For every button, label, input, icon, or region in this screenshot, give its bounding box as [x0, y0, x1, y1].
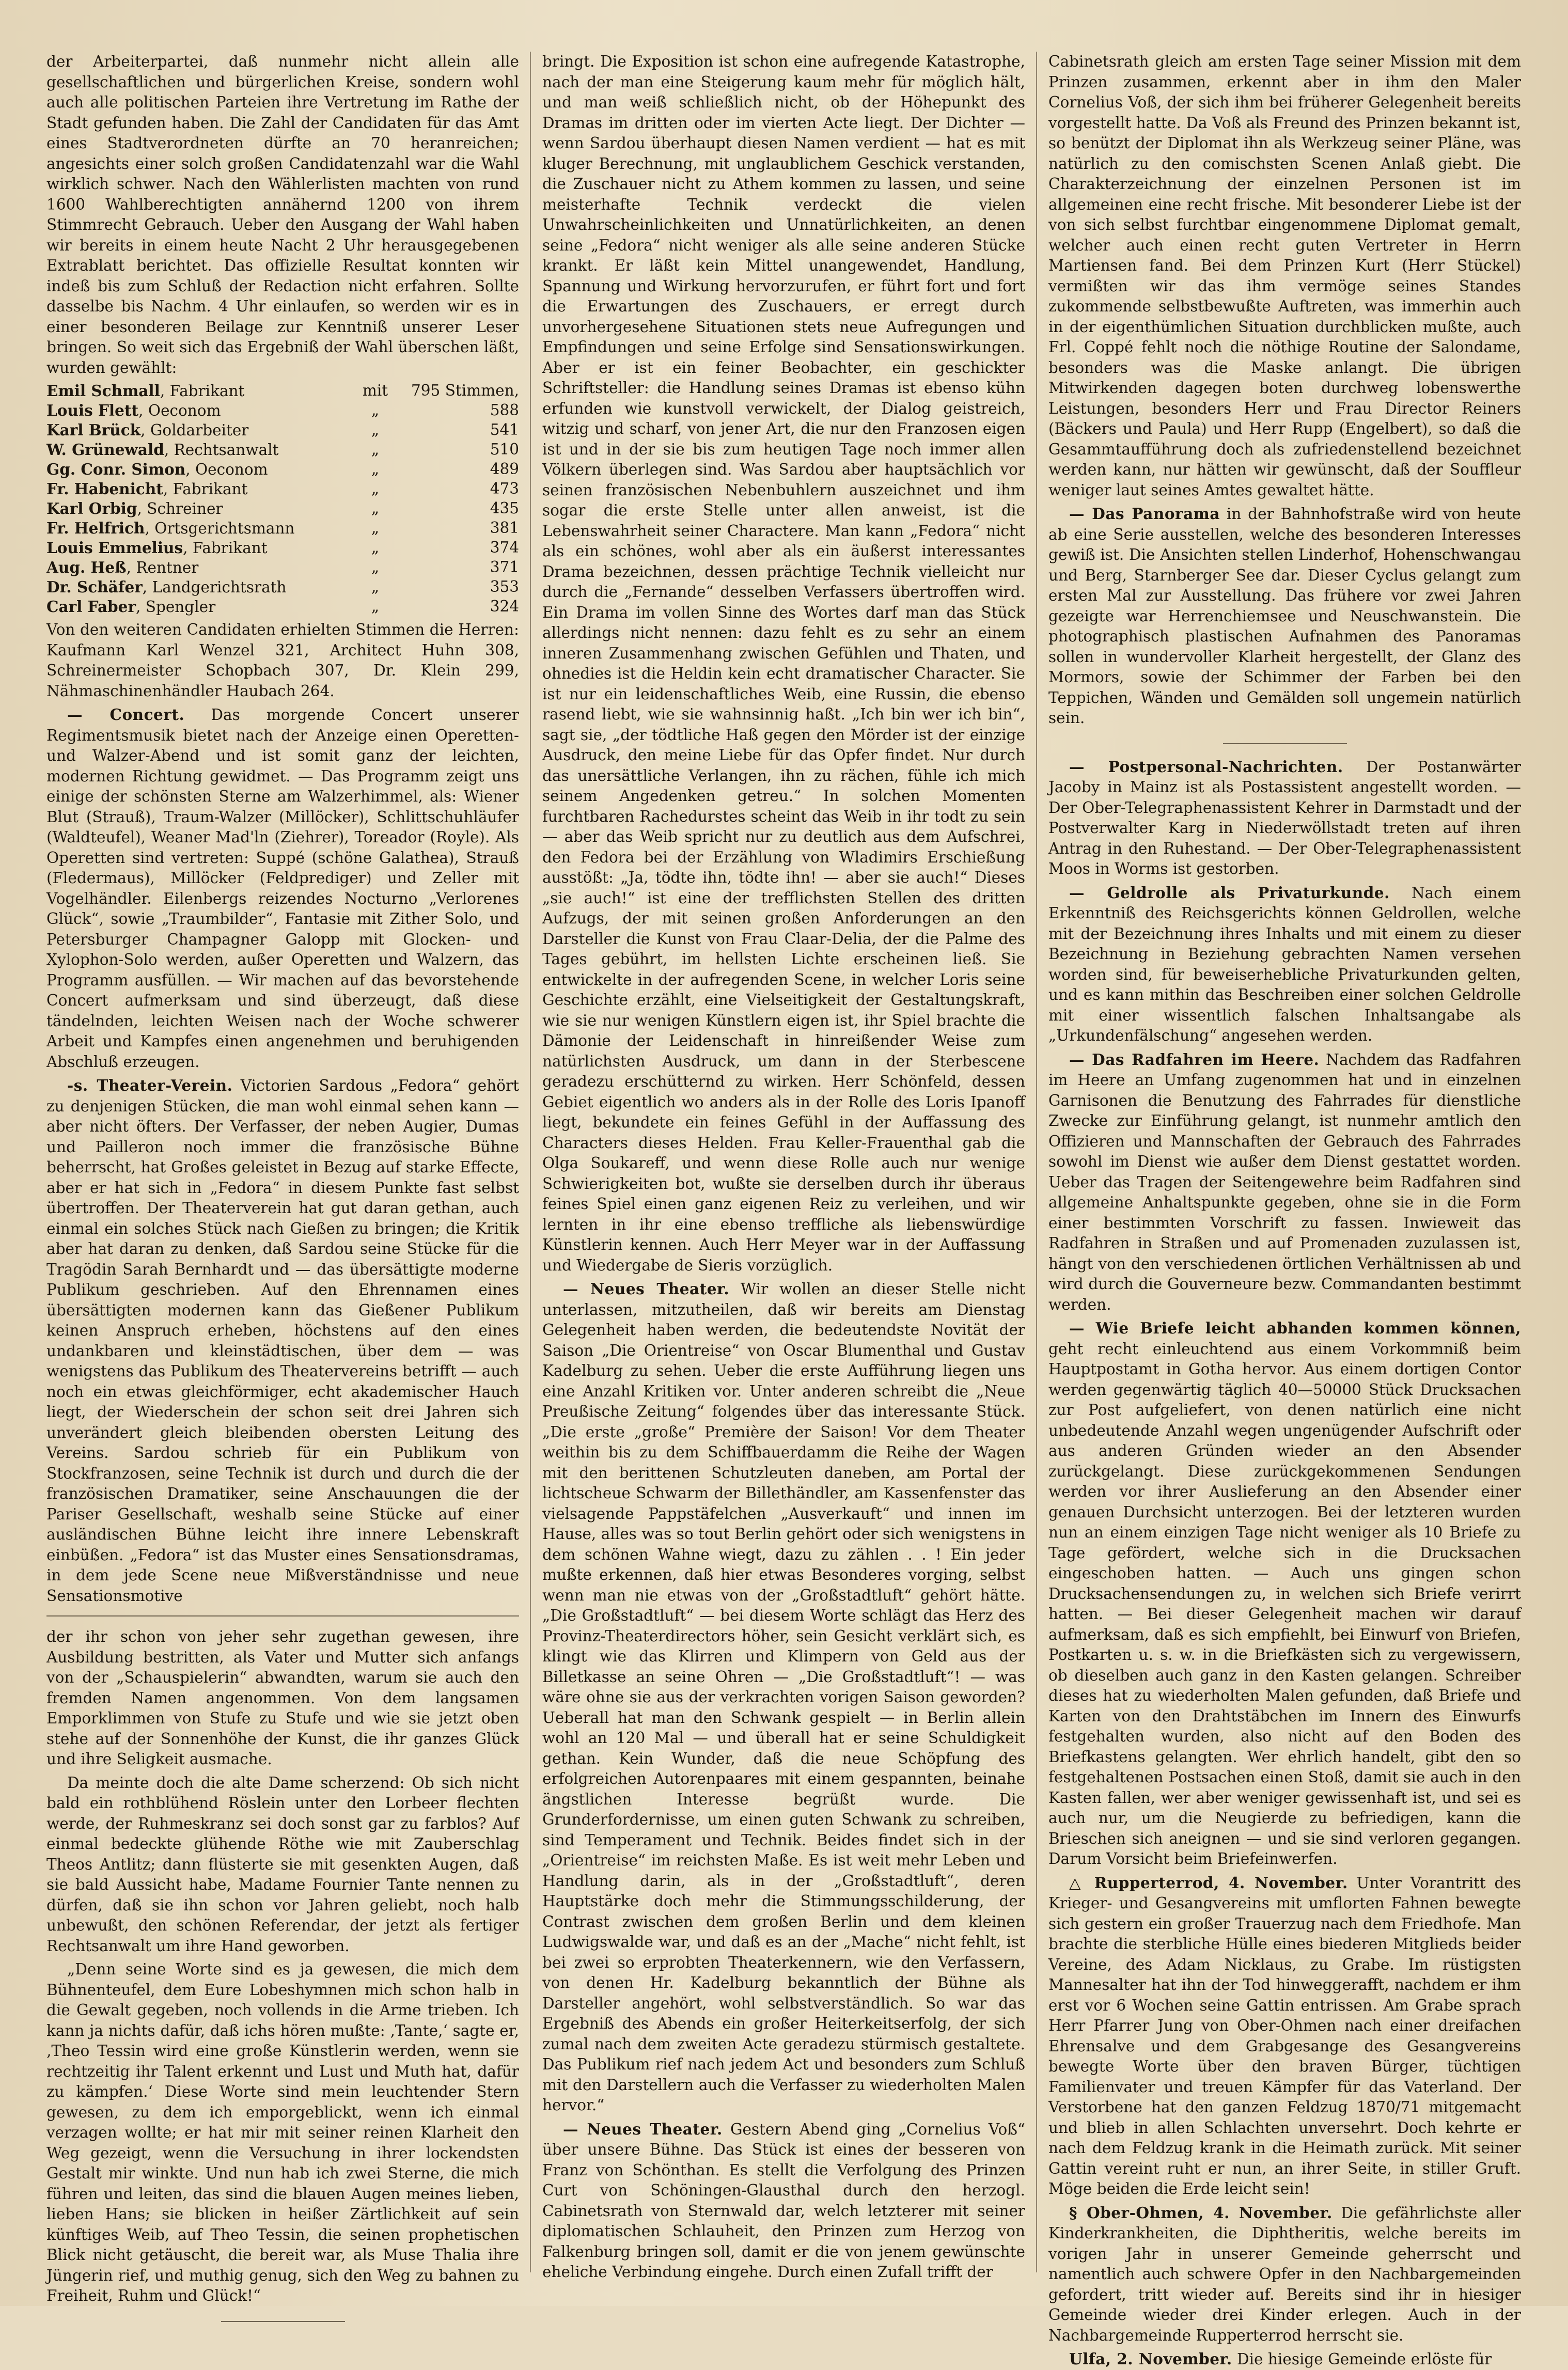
vote-count — [396, 538, 519, 558]
vote-count-number: 510 — [490, 441, 519, 458]
vote-candidate — [46, 420, 355, 440]
concert-heading: — Concert. — [67, 705, 185, 724]
vote-candidate-occupation: , Schreiner — [137, 500, 223, 517]
feuilleton-paragraph: Da meinte doch die alte Dame scherzend: Ob sich nicht bald ein rothblühend Röslein unter den Lorbeer flechten werde, der Ruhmeskranz sei doch sonst gar zu farblos? Auf einmal bedeckte glühende Röthe wie mit Zauberschlag Theos Antlitz; dann flüsterte sie mit gesenkten Augen, daß sie bald Aussicht habe, Madame Fournier Tante nennen zu dürfen, daß sie ihn schon vor Jahren geliebt, noch halb unbewußt, den schönen Referendar, der jetzt als fertiger Rechtsanwalt um ihre Hand geworben. — [46, 1773, 519, 1955]
ober-ohmen-heading: § Ober-Ohmen, 4. November. — [1069, 2203, 1332, 2222]
vote-count — [396, 577, 519, 597]
vote-candidate-name: Louis Flett — [46, 401, 139, 419]
vote-count-number: 435 — [490, 499, 519, 517]
vote-count — [396, 519, 519, 538]
vote-count-number: 489 — [490, 460, 519, 478]
vote-candidate-name: Louis Emmelius — [46, 539, 183, 557]
vote-candidate-occupation: , Rentner — [126, 559, 199, 576]
vote-count-number: 795 — [411, 382, 441, 399]
vote-mark: „ — [371, 480, 380, 497]
rupperterrod-article — [1048, 1873, 1521, 2200]
vote-count — [396, 440, 519, 460]
neues-theater-heading-2: — Neues Theater. — [563, 2120, 723, 2138]
ulfa-article — [1048, 2349, 1521, 2370]
panorama-text: in der Bahnhofstraße wird von heute ab eine Serie ausstellen, welche des besonderen Interesses gewiß ist. Die Ansichten stellen Linderhof, Hohenschwangau und Berg, Starnberger See dar. Dieser Cyclus gelangt zum ersten Mal zur Ausstellung. Das frühere vor zwei Jahren gezeigte war Herrenchiemsee und Neuschwanstein. Die photographisch plastischen Aufnahmen des Panoramas sollen in wundervoller Klarheit hergestellt, der Glanz des Mormors, sowie der Schimmer der Farben bei den Teppichen, Wänden und Gemälden soll ungemein natürlich sein. — [1048, 505, 1521, 727]
vote-candidate-occupation: , Oeconom — [185, 461, 268, 478]
vote-candidate-name: Emil Schmall — [46, 382, 160, 400]
briefe-heading: — Wie Briefe leicht abhanden kommen können, — [1069, 1319, 1521, 1337]
vote-candidate — [46, 499, 355, 519]
radfahren-article — [1048, 1049, 1521, 1315]
column-rule — [530, 52, 531, 2272]
ober-ohmen-text: Die gefährlichste aller Kinderkrankheiten, die Diphtheritis, welche bereits im vorigen Jahr in unserer Gemeinde geherrscht und namentlich auch schwere Opfer in den Nachbargemeinden gefordert, tritt wieder auf. Bereits sind ihr in hiesiger Gemeinde wieder drei Kinder erlegen. Auch in der Nachbargemeinde Rupperterrod herrscht sie. — [1048, 2204, 1521, 2344]
vote-row — [46, 479, 519, 499]
vote-row — [46, 558, 519, 577]
vote-count-number: 541 — [490, 421, 519, 438]
vote-candidate-occupation: , Oeconom — [138, 402, 221, 419]
vote-candidate — [46, 381, 355, 401]
vote-candidate-occupation: , Fabrikant — [183, 539, 268, 557]
vote-candidate-name: Fr. Habenicht — [46, 480, 163, 498]
vote-count-number: 324 — [490, 598, 519, 615]
election-report: der Arbeiterpartei, daß nunmehr nicht allein alle gesellschaftlichen und bürgerlichen Kreise, sondern wohl auch alle politischen Parteien ihre Vertretung im Rathe der Stadt gefunden haben. Die Zahl der Candidaten für das Amt eines Stadtverordneten dürfte an 70 heranreichen; angesichts einer solch großen Candidatenzahl war die Wahl wirklich schwer. Nach den Wählerlisten machten von rund 1600 Wahlberechtigten annähernd 1200 von ihrem Stimmrecht Gebrauch. Ueber den Ausgang der Wahl haben wir bereits in einem heute Nacht 2 Uhr herausgegebenen Extrablatt berichtet. Das offizielle Resultat konnten wir indeß bis zum Schluß der Redaction nicht erfahren. Sollte dasselbe bis Nachm. 4 Uhr einlaufen, so werden wir es in einer besonderen Beilage zur Kenntniß unserer Leser bringen. So weit sich das Ergebniß der Wahl überschen läßt, wurden gewählt: — [46, 53, 519, 376]
vote-candidate — [46, 538, 355, 558]
vote-candidate — [46, 519, 355, 538]
vote-row — [46, 401, 519, 420]
vote-candidate-name: Gg. Conr. Simon — [46, 460, 186, 478]
vote-mark: mit — [362, 382, 388, 399]
vote-candidate — [46, 558, 355, 577]
vote-count — [396, 479, 519, 499]
vote-count-suffix: Stimmen, — [445, 382, 519, 399]
geldrolle-article — [1048, 883, 1521, 1046]
vote-candidate-name: Fr. Helfrich — [46, 519, 145, 537]
vote-candidate-name: Karl Orbig — [46, 499, 137, 517]
geldrolle-heading: — Geldrolle als Privaturkunde. — [1069, 883, 1390, 902]
vote-candidate-occupation: , Goldarbeiter — [140, 421, 249, 439]
feuilleton-separator — [46, 1615, 519, 1616]
neues-theater-text: Wir wollen an dieser Stelle nicht unterlassen, mitzutheilen, daß wir bereits am Dienstag Gelegenheit haben werden, die bedeutendste Novität der Saison „Die Orientreise“ von Oscar Blumenthal und Gustav Kadelburg zu sehen. Ueber die erste Aufführung liegen uns eine Anzahl Kritiken vor. Unter anderen schreibt die „Neue Preußische Zeitung“ folgendes über das interessante Stück. „Die erste „große“ Première der Saison! Vor dem Theater weithin bis zu dem Schiffbauerdamm die Reihe der Wagen mit den berittenen Schutzleuten daneben, am Portal der lichtscheue Schwarm der Billethändler, am Kassenfenster das vielsagende Pappstäfelchen „Ausverkauft“ und innen im Hause, alles was so tout Berlin gehört oder sich wenigstens in dem schönen Wahne wiegt, dazu zu zählen . . ! Ein jeder mußte erkennen, daß hier etwas Besonderes vorging, selbst wenn man nie etwas von der „Großstadtluft“ gehört hätte. „Die Großstadtluft“ — bei diesem Worte schlägt das Herz des Provinz-Theaterdirectors höher, sein Gesicht verklärt sich, es klingt wie das Klirren und Klimpern von Geld aus der Billetkasse an seine Ohren — „Die Großstadtluft“! — was wäre ohne sie aus der verkrachten vorigen Saison geworden? Ueberall hat man den Schwank gespielt — in Berlin allein wohl an 120 Mal — und überall hat er seine Schuldigkeit gethan. Kein Wunder, daß die neue Schöpfung des erfolgreichen Autorenpaares mit einem gespannten, beinahe ängstlichen Interesse begrüßt wurde. Die Grunderfordernisse, um einen guten Schwank zu schreiben, sind Temperament und Technik. Beides findet sich in der „Orientreise“ im reichsten Maße. Es ist weit mehr Leben und Handlung darin, als in der „Großstadtluft“, deren Hauptstärke doch mehr die Stimmungsschilderung, der Contrast zwischen dem großen Berlin und dem kleinen Ludwigswalde war, und daß es an der „Mache“ nicht fehlt, ist bei zwei so erprobten Theaterkennern, wie den Verfassern, von denen Hr. Kadelburg bekanntlich der Bühne als Darsteller angehört, wohl selbstverständlich. So war das Ergebniß des Abends ein großer Heiterkeitserfolg, der sich zumal nach dem zweiten Acte geradezu stürmisch gestaltete. Das Publikum rief nach jedem Act und besonders zum Schluß mit den Darstellern auch die Verfasser zu wiederholten Malen hervor.“ — [542, 1280, 1025, 2114]
concert-article — [46, 704, 519, 1072]
postpersonal-heading: — Postpersonal-Nachrichten. — [1069, 757, 1343, 776]
vote-mark: „ — [371, 401, 380, 419]
panorama-heading: — Das Panorama — [1069, 505, 1220, 523]
vote-count — [396, 460, 519, 479]
vote-candidate — [46, 440, 355, 460]
vote-candidate — [46, 597, 355, 617]
end-rule — [221, 2321, 345, 2322]
vote-candidate-occupation: , Fabrikant — [163, 480, 248, 498]
vote-row — [46, 460, 519, 479]
vote-candidate — [46, 401, 355, 420]
vote-count — [396, 499, 519, 519]
section-rule — [1223, 743, 1347, 744]
vote-count-number: 588 — [490, 401, 519, 419]
rupperterrod-heading: △ Rupperterrod, 4. November. — [1069, 1873, 1348, 1892]
vote-count — [396, 381, 519, 401]
radfahren-text: Nachdem das Radfahren im Heere an Umfang zugenommen hat und in einzelnen Garnisonen die Benutzung des Fahrrades für dienstliche Zwecke zur Einführung gelangt, ist nunmehr amtlich den Offizieren und Mannschaften der Gebrauch des Fahrrades sowohl im Dienst wie außer dem Dienst gestattet worden. Ueber das Tragen der Seitengewehre beim Radfahren sind allgemeine Anhaltspunkte gegeben, ohne sie in die Form einer bestimmten Vorschrift zu fassen. Inwieweit das Radfahren in Straßen und auf Promenaden zuzulassen ist, hängt von den verschiedenen örtlichen Verhältnissen ab und wird durch die Gouverneure bezw. Commandanten bestimmt werden. — [1048, 1050, 1521, 1313]
vote-mark: „ — [371, 558, 380, 576]
vote-candidate-occupation: , Spengler — [136, 598, 216, 616]
election-other-candidates: Von den weiteren Candidaten erhielten Stimmen die Herren: Kaufmann Karl Wenzel 321, Architect Huhn 308, Schreinermeister Schopbach 307, Dr. Klein 299, Nähmaschinenhändler Haubach 264. — [46, 621, 519, 700]
vote-candidate — [46, 460, 355, 479]
rupperterrod-text: Unter Vorantritt des Krieger- und Gesangvereins mit umflorten Fahnen bewegte sich gestern ein großer Trauerzug nach dem Friedhofe. Man brachte die sterbliche Hülle eines biederen Mitglieds beider Vereine, des Adam Nicklaus, zu Grabe. Im rüstigsten Mannesalter hat ihn der Tod hinweggerafft, nachdem er ihm erst vor 6 Wochen seine Gattin entrissen. Am Grabe sprach Herr Pfarrer Jung von Ober-Ohmen nach einer dreifachen Ehrensalve und dem Grabgesange des Gesangvereins bewegte Worte über den braven Bürger, tüchtigen Familienvater und treuen Kämpfer für das Vaterland. Der Verstorbene hat den ganzen Feldzug 1870/71 mitgemacht und blieb in allen Schlachten unversehrt. Doch kehrte er nach dem Feldzug krank in die Heimath zurück. Mit seiner Gattin vereint ruht er nun, an ihrer Seite, in stiller Gruft. Möge beiden die Erde leicht sein! — [1048, 1874, 1521, 2198]
vote-candidate-name: Carl Faber — [46, 598, 136, 616]
postpersonal-article — [1048, 757, 1521, 880]
neues-theater-article — [542, 1279, 1025, 2116]
neues-theater-text-2: Gestern Abend ging „Cornelius Voß“ über unsere Bühne. Das Stück ist eines der besseren von Franz von Schönthan. Es stellt die Verfolgung des Prinzen Curt von Schöningen-Glausthal durch den herzogl. Cabinetsrath von Sternwald dar, welch letzterer mit seiner diplomatischen Schlauheit, den Prinzen zum Herzog von Falkenburg bringen soll, damit er die von jenem gewünschte eheliche Verbindung eingehe. Durch einen Zufall trifft der — [542, 2120, 1025, 2281]
vote-row — [46, 597, 519, 617]
vote-candidate-occupation: , Fabrikant — [160, 382, 245, 400]
vote-row — [46, 440, 519, 460]
vote-mark: „ — [371, 519, 380, 537]
vote-candidate — [46, 479, 355, 499]
feuilleton-paragraph: der ihr schon von jeher sehr zugethan gewesen, ihre Ausbildung bestritten, als Vater und Mutter sich anfangs von der „Schauspielerin“ abwandten, warum sie auch den fremden Namen angenommen. Von dem langsamen Emporklimmen von Stufe zu Stufe und wie sie jetzt oben stehe auf der Sonnenhöhe der Kunst, die ihr ganzes Glück und ihre Seligkeit ausmache. — [46, 1628, 519, 1768]
vote-count-number: 353 — [490, 578, 519, 595]
vote-candidate-name: Aug. Heß — [46, 558, 127, 576]
vote-mark: „ — [371, 578, 380, 595]
voss-review-continued: Cabinetsrath gleich am ersten Tage seiner Mission mit dem Prinzen zusammen, erkennt aber in ihm den Maler Cornelius Voß, der sich ihm bei früherer Gelegenheit bereits vorgestellt hatte. Da Voß als Freund des Prinzen bekannt ist, so benützt der Diplomat ihn als Werkzeug seiner Pläne, was natürlich zu den comischsten Scenen Anlaß giebt. Die Charakterzeichnung der einzelnen Personen ist im allgemeinen eine recht frische. Mit besonderer Liebe ist der von sich selbst furchtbar eingenommene Diplomat gemalt, welcher auch einen recht guten Vertreter in Herrn Martiensen fand. Bei dem Prinzen Kurt (Herr Stückel) vermißten wir das ihm vermöge seines Standes zukommende selbstbewußte Auftreten, was immerhin auch in der eigenthümlichen Situation durchblicken mußte, auch Frl. Coppé fehlt noch die nöthige Routine der Salondame, besonders was die Maske anlangt. Die übrigen Mitwirkenden dagegen boten durchweg lobenswerthe Leistungen, besonders Herr und Frau Director Reiners (Bäckers und Paula) und Herr Rupp (Engelbert), so daß die Gesammtaufführung doch als zufriedenstellend bezeichnet werden kann, nur hätten wir gewünscht, daß der Souffleur weniger laut seines Amtes gewaltet hätte. — [1048, 53, 1521, 499]
vote-candidate-occupation: , Rechtsanwalt — [164, 441, 279, 459]
ober-ohmen-article — [1048, 2203, 1521, 2346]
radfahren-heading: — Das Radfahren im Heere. — [1069, 1050, 1320, 1069]
column-rule — [1036, 52, 1037, 2272]
vote-mark: „ — [371, 499, 380, 517]
vote-mark: „ — [371, 441, 380, 458]
theater-verein-text: Victorien Sardous „Fedora“ gehört zu denjenigen Stücken, die man wohl einmal sehen kann — aber nicht öfters. Der Verfasser, der neben Augier, Dumas und Pailleron noch immer die französische Bühne beherrscht, hat Großes geleistet in Bezug auf starke Effecte, aber er hat sich in „Fedora“ in diesem Punkte fast selbst übertroffen. Der Theaterverein hat gut daran gethan, auch einmal ein solches Stück nach Gießen zu bringen; die Kritik aber hat daran zu denken, daß Sardou seine Stücke für die Tragödin Sarah Bernhardt und — das übersättigte moderne Publikum geschrieben. Auf den Ehrennamen eines übersättigten modernen kann das Gießener Publikum keinen Anspruch erheben, höchstens auf den eines undankbaren und kleinstädtischen, über dem — was wenigstens das Publikum des Theatervereins betrifft — auch noch ein etwas gleichförmiger, echt akademischer Hauch liegt, der Wiederschein der schon seit drei Jahren sich unverändert gleich bleibenden obersten Leitung des Vereins. Sardou schrieb für ein Publikum von Stockfranzosen, seine Technik ist durch und durch die der französischen Dramatiker, seine Anschauungen die der Pariser Gesellschaft, weshalb seine Stücke auf einer ausländischen Bühne leicht ihre innere Lebenskraft einbüßen. „Fedora“ ist das Muster eines Sensationsdramas, in dem jede Scene neue Mißverständnisse und neue Sensationsmotive — [46, 1077, 519, 1605]
vote-count — [396, 597, 519, 617]
vote-row — [46, 538, 519, 558]
vote-candidate-occupation: , Ortsgerichtsmann — [145, 520, 295, 537]
vote-candidate-name: Karl Brück — [46, 421, 141, 439]
concert-text: Das morgende Concert unserer Regimentsmusik bietet nach der Anzeige einen Operetten- und Walzer-Abend und ist somit ganz der leichten, modernen Richtung gewidmet. — Das Programm zeigt uns einige der schönsten Sterne am Walzerhimmel, als: Wiener Blut (Strauß), Traum-Walzer (Millöcker), Schlittschuhläufer (Waldteufel), Weaner Mad'ln (Ziehrer), Toreador (Royle). Als Operetten sind vertreten: Suppé (schöne Galathea), Strauß (Fledermaus), Millöcker (Feldprediger) und Zeller mit Vogelhändler. Eilenbergs reizendes Nocturno „Verlorenes Glück“, sowie „Traumbilder“, Fantasie mit Zither Solo, und Petersburger Champagner Galopp mit Glocken- und Xylophon-Solo werden, außer Operetten und Walzern, das Programm ausfüllen. — Wir machen auf das bevorstehende Concert aufmerksam und sind überzeugt, daß diese tändelnden, leichten Weisen nach der Woche schwerer Arbeit und Kampfes einen angenehmen und beruhigenden Abschluß erzeugen. — [46, 706, 519, 1071]
vote-mark: „ — [371, 598, 380, 615]
vote-count — [396, 558, 519, 577]
postpersonal-text: Der Postanwärter Jacoby in Mainz ist als Postassistent angestellt worden. — Der Ober-Telegraphenassistent Kehrer in Darmstadt und der Postverwalter Karg in Niederwöllstadt treten auf ihren Antrag in den Ruhestand. — Der Ober-Telegraphenassistent Moos in Worms ist gestorben. — [1048, 758, 1521, 877]
ulfa-heading: Ulfa, 2. November. — [1069, 2350, 1232, 2368]
vote-candidate-name: W. Grünewald — [46, 441, 164, 459]
vote-candidate — [46, 577, 355, 597]
theater-verein-article — [46, 1075, 519, 1606]
briefe-article — [1048, 1318, 1521, 1870]
column-1 — [46, 52, 519, 2304]
vote-count-number: 374 — [490, 539, 519, 556]
vote-count-number: 371 — [490, 558, 519, 576]
feuilleton-paragraph: „Denn seine Worte sind es ja gewesen, die mich dem Bühnenteufel, dem Eure Lobeshymnen mich schon halb in die Gewalt gegeben, noch vollends in die Arme trieben. Ich kann ja nichts dafür, daß ichs hören mußte: ‚Tante,‘ sagte er, ‚Theo Tessin wird eine große Künstlerin werden, wenn sie rechtzeitig ihr Talent erkennt und Lust und Muth hat, dafür zu kämpfen.‘ Diese Worte sind mein leuchtender Stern gewesen, zu dem ich emporgeblickt, wenn ich einmal verzagen wollte; er hat mir mit seiner reinen Klarheit den Weg gezeigt, wenn die Versuchung in ihrer lockendsten Gestalt mir winkte. Und nun hab ich zwei Sterne, die mich führen und leiten, das sind die blauen Augen meines lieben, lieben Hans; sie blicken in heißer Zärtlichkeit auf sein künftiges Weib, auf Theo Tessin, die seinen prophetischen Blick nicht getäuscht, die bereit war, als Muse Thalia ihre Jüngerin rief, und muthig genug, sich den Weg zu bahnen zu Freiheit, Ruhm und Glück!“ — [46, 1960, 519, 2304]
vote-row — [46, 577, 519, 597]
vote-mark: „ — [371, 460, 380, 478]
vote-count-number: 473 — [490, 480, 519, 497]
column-3 — [1048, 52, 1521, 2368]
vote-count — [396, 401, 519, 420]
briefe-text: geht recht einleuchtend aus einem Vorkommniß beim Hauptpostamt in Gotha hervor. Aus einem dortigen Contor werden gegenwärtig täglich 40—50000 Stück Drucksachen zur Post aufgeliefert, von denen natürlich eine nicht unbedeutende Anzahl wegen ungenügender Aufschrift oder aus anderen Gründen wieder an den Absender zurückgelangt. Diese zurückgekommenen Sendungen werden vor ihrer Auslieferung an den Absender einer genauen Durchsicht unterzogen. Bei der letzteren wurden nun an einem einzigen Tage nicht weniger als 10 Briefe zu Tage gefördert, welche sich in die Drucksachen eingeschoben hatten. — Auch uns gingen schon Drucksachensendungen zu, in welchen sich Briefe verirrt hatten. — Bei dieser Gelegenheit machen wir darauf aufmerksam, daß es sich empfiehlt, bei Einwurf von Briefen, Postkarten u. s. w. in die Briefkästen sich zu vergewissern, ob dieselben auch ganz in den Kasten gelangen. Schreiber dieses hat zu wiederholten Malen gefunden, daß Briefe und Karten von den Drahtstäbchen im Innern des Einwurfs festgehalten wurden, also nicht auf den Boden des Briefkastens gelangten. Wer ehrlich handelt, gibt den so festgehaltenen Postsachen einen Stoß, damit sie auch in den Kasten fallen, wer aber weniger gewissenhaft ist, und sei es auch nur, um die Neugierde zu befriedigen, kann die Brieschen sich aneignen — und sie sind verloren gegangen. Darum Vorsicht beim Briefeinwerfen. — [1048, 1340, 1521, 1867]
vote-candidate-occupation: , Landgerichtsrath — [142, 578, 287, 596]
vote-row — [46, 381, 519, 401]
election-results-table — [46, 381, 519, 617]
vote-count — [396, 420, 519, 440]
vote-candidate-name: Dr. Schäfer — [46, 578, 143, 596]
neues-theater-heading: — Neues Theater. — [563, 1280, 730, 1298]
vote-mark: „ — [371, 421, 380, 438]
column-2 — [542, 52, 1025, 2283]
vote-row — [46, 519, 519, 538]
neues-theater-article-2 — [542, 2119, 1025, 2283]
fedora-review-continued: bringt. Die Exposition ist schon eine aufregende Katastrophe, nach der man eine Steigerung kaum mehr für möglich hält, und man weiß schließlich nicht, ob der Höhepunkt des Dramas im dritten oder im vierten Acte liegt. Der Dichter — wenn Sardou überhaupt diesen Namen verdient — hat es mit kluger Berechnung, mit unglaublichem Geschick verstanden, die Zuschauer nicht zu Athem kommen zu lassen, und seine meisterhafte Technik verdeckt die vielen Unwahrscheinlichkeiten und Unnatürlichkeiten, an denen seine „Fedora“ nicht weniger als alle seine anderen Stücke krankt. Er läßt kein Mittel unangewendet, Handlung, Spannung und Wirkung hervorzurufen, er führt fort und fort die Erwartungen des Zuschauers, er erregt durch unvorhergesehene Situationen stets neue Aufregungen und Empfindungen und seine Erfolge sind Sensationswirkungen. Aber er ist ein feiner Beobachter, ein geschickter Schriftsteller: die Handlung seines Dramas ist ebenso kühn erfunden wie kunstvoll verwickelt, der Dialog geistreich, witzig und scharf, von jener Art, die nur den Franzosen eigen ist und in der sie bis zum heutigen Tage noch immer allen Völkern überlegen sind. Was Sardou aber hauptsächlich vor seinen französischen Nebenbuhlern auszeichnet und ihm sogar die erste Stelle unter allen anweist, ist die Lebenswahrheit seiner Charactere. Man kann „Fedora“ nicht als ein schönes, wohl aber als ein äußerst interessantes Drama bezeichnen, dessen prächtige Technik vielleicht nur durch die „Fernande“ desselben Verfassers übertroffen wird. Ein Drama im vollen Sinne des Wortes darf man das Stück allerdings nicht nennen: dazu fehlt es zu sehr an einem inneren Zusammenhang zwischen Gefühlen und Thaten, und ohnedies ist die Heldin kein echt dramatischer Character. Sie ist nur ein leidenschaftliches Weib, eine Russin, die ebenso rasend liebt, wie sie wahnsinnig haßt. „Ich bin wer ich bin“, sagt sie, „der tödtliche Haß gegen den Mörder ist der einzige Ausdruck, den meine Liebe für das Opfer findet. Nur durch das unersättliche Verlangen, ihn zu rächen, fühle ich mich seinem Angedenken getreu.“ In solchen Momenten furchtbaren Rachedurstes scheint das Weib in ihr todt zu sein — aber das Weib spricht nur zu deutlich aus dem Aufschrei, den Fedora bei der Erzählung von Wladimirs Erschießung ausstößt: „Ja, tödte ihn, tödte ihn! — aber sie auch!“ Dieses „sie auch!“ ist eine der trefflichsten Stellen des dritten Aufzugs, der mit seinen großen Anforderungen an den Darsteller die Kunst von Frau Claar-Delia, der die Palme des Tages gebührt, im hellsten Lichte erscheinen ließ. Sie entwickelte in der aufregenden Scene, in welcher Loris seine Geschichte erzählt, eine Vielseitigkeit der Gestaltungskraft, wie sie nur wenigen Künstlern eigen ist, ihr Spiel brachte die Dämonie der Leidenschaft in hinreißender Weise zum natürlichsten Ausdruck, um dann in der Sterbescene geradezu erschütternd zu wirken. Herr Schönfeld, dessen Gebiet eigentlich wo anders als in der Rolle des Loris Ipanoff liegt, bekundete ein feines Gefühl in der Auffassung des Characters dieses Helden. Frau Keller-Frauenthal gab die Olga Soukareff, und wenn diese Rolle auch nur wenige Schwierigkeiten bot, wußte sie derselben durch ihr überaus feines Spiel einen ganz eigenen Reiz zu verleihen, und wir lernten in ihr eine ebenso treffliche als liebenswürdige Künstlerin kennen. Auch Herr Meyer war in der Auffassung und Wiedergabe de Sieris vorzüglich. — [542, 53, 1025, 1274]
vote-row — [46, 420, 519, 440]
panorama-article — [1048, 504, 1521, 729]
vote-mark: „ — [371, 539, 380, 556]
geldrolle-text: Nach einem Erkenntniß des Reichsgerichts können Geldrollen, welche mit der Bezeichnung ihres Inhalts und mit einem zu dieser Bezeichnung in Beziehung gebrachten Namen versehen worden sind, für beweiserhebliche Privaturkunden gelten, und es kann mithin das Beschreiben einer solchen Geldrolle mit einer wissentlich falschen Inhaltsangabe als „Urkundenfälschung“ angesehen werden. — [1048, 884, 1521, 1044]
theater-verein-heading: -s. Theater-Verein. — [67, 1076, 233, 1094]
ulfa-text: Die hiesige Gemeinde erlöste für — [1237, 2350, 1492, 2368]
vote-count-number: 381 — [490, 519, 519, 537]
vote-row — [46, 499, 519, 519]
